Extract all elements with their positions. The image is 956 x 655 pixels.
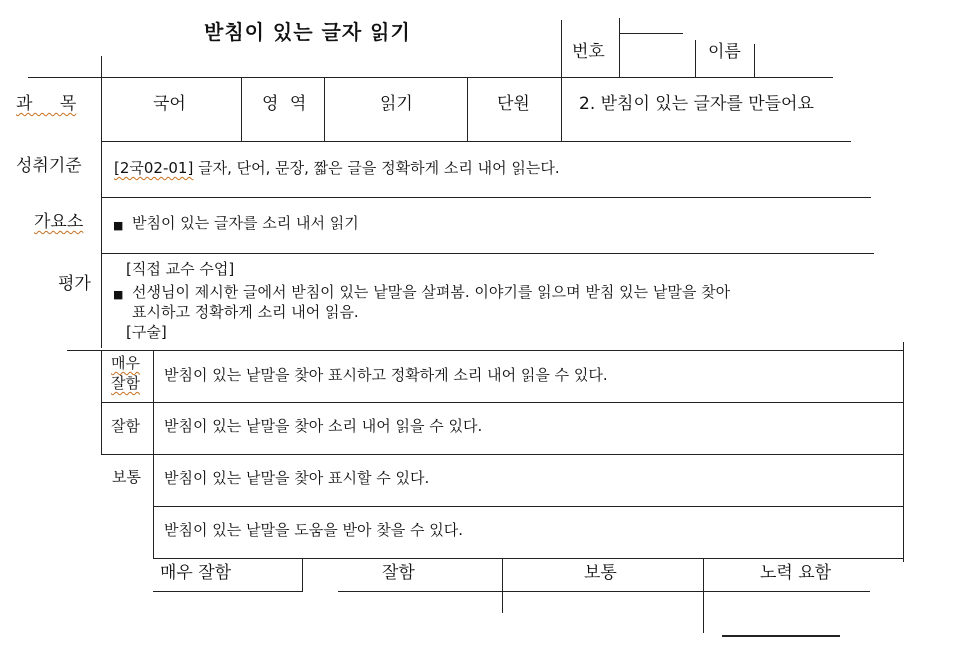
criteria-level [111, 356, 140, 371]
unit-label: 단원 [497, 94, 530, 114]
result-level-text: 노력 요함 [760, 563, 832, 583]
standard-code: [2국02-01] [114, 159, 194, 177]
name-label: 이름 [708, 42, 741, 62]
element-text: 받침이 있는 글자를 소리 내서 읽기 [132, 214, 359, 232]
bottom-bar [722, 635, 840, 637]
header-divider [619, 18, 620, 78]
subject-label [16, 96, 76, 113]
criteria-level [111, 376, 140, 391]
subject-value: 국어 [153, 94, 186, 114]
result-level: 잘함 [382, 563, 415, 583]
left-column-divider [101, 56, 102, 348]
row-divider [101, 141, 851, 142]
bullet-icon: ■ [113, 219, 124, 232]
criteria-level: 잘함 [111, 417, 140, 435]
standard-label: 성취기준 [16, 156, 82, 176]
criteria-text: 받침이 있는 낱말을 찾아 표시하고 정확하게 소리 내어 읽을 수 있다. [164, 366, 608, 384]
criteria-level-line2: 잘함 [111, 374, 140, 392]
criteria-right-border [903, 342, 904, 562]
criteria-level: 보통 [112, 468, 141, 486]
header-divider [561, 20, 562, 142]
header-divider [619, 33, 683, 34]
evaluation-line-2: 표시하고 정확하게 소리 내어 읽음. [132, 303, 359, 321]
header-divider [28, 77, 833, 78]
criteria-level-line1: 매우 [111, 354, 140, 372]
subject-label-text: 과 목 [16, 94, 77, 114]
criteria-divider [101, 454, 903, 455]
area-value: 읽기 [380, 94, 413, 114]
evaluation-line-1: 선생님이 제시한 글에서 받침이 있는 낱말을 살펴봄. 이야기를 읽으며 받침 있는 낱말을 찾아 [132, 283, 731, 301]
method-heading: [직접 교수 수업] [126, 260, 235, 278]
area-label: 영 역 [262, 94, 307, 114]
result-divider [338, 591, 870, 592]
header-divider [695, 40, 696, 78]
header-divider [754, 44, 755, 78]
result-level: 보통 [584, 563, 617, 583]
info-divider [241, 78, 242, 142]
result-divider [302, 559, 303, 592]
criteria-text: 받침이 있는 낱말을 찾아 표시할 수 있다. [164, 469, 430, 487]
evaluation-label: 평가 [58, 274, 91, 294]
criteria-divider [67, 350, 903, 351]
type-heading: [구술] [126, 323, 167, 341]
info-divider [324, 78, 325, 142]
row-divider [101, 197, 871, 198]
criteria-text: 받침이 있는 낱말을 도움을 받아 찾을 수 있다. [164, 521, 463, 539]
result-level [760, 565, 831, 582]
result-divider [703, 559, 704, 633]
element-label [34, 214, 83, 231]
element-label-text: 가요소 [34, 212, 84, 232]
result-divider [153, 591, 303, 592]
row-divider [101, 253, 874, 254]
standard-description: 글자, 단어, 문장, 짧은 글을 정확하게 소리 내어 읽는다. [193, 159, 560, 177]
info-divider [467, 78, 468, 142]
number-label: 번호 [572, 42, 605, 62]
criteria-divider [153, 558, 903, 559]
bullet-icon: ■ [113, 288, 124, 301]
unit-value: 2. 받침이 있는 글자를 만들어요 [579, 94, 814, 114]
criteria-text: 받침이 있는 낱말을 찾아 소리 내어 읽을 수 있다. [164, 417, 483, 435]
criteria-divider [153, 506, 903, 507]
page-title: 받침이 있는 글자 읽기 [204, 20, 411, 44]
standard-text [114, 161, 560, 176]
result-level: 매우 잘함 [160, 563, 232, 583]
criteria-divider [101, 402, 903, 403]
result-divider [502, 559, 503, 613]
